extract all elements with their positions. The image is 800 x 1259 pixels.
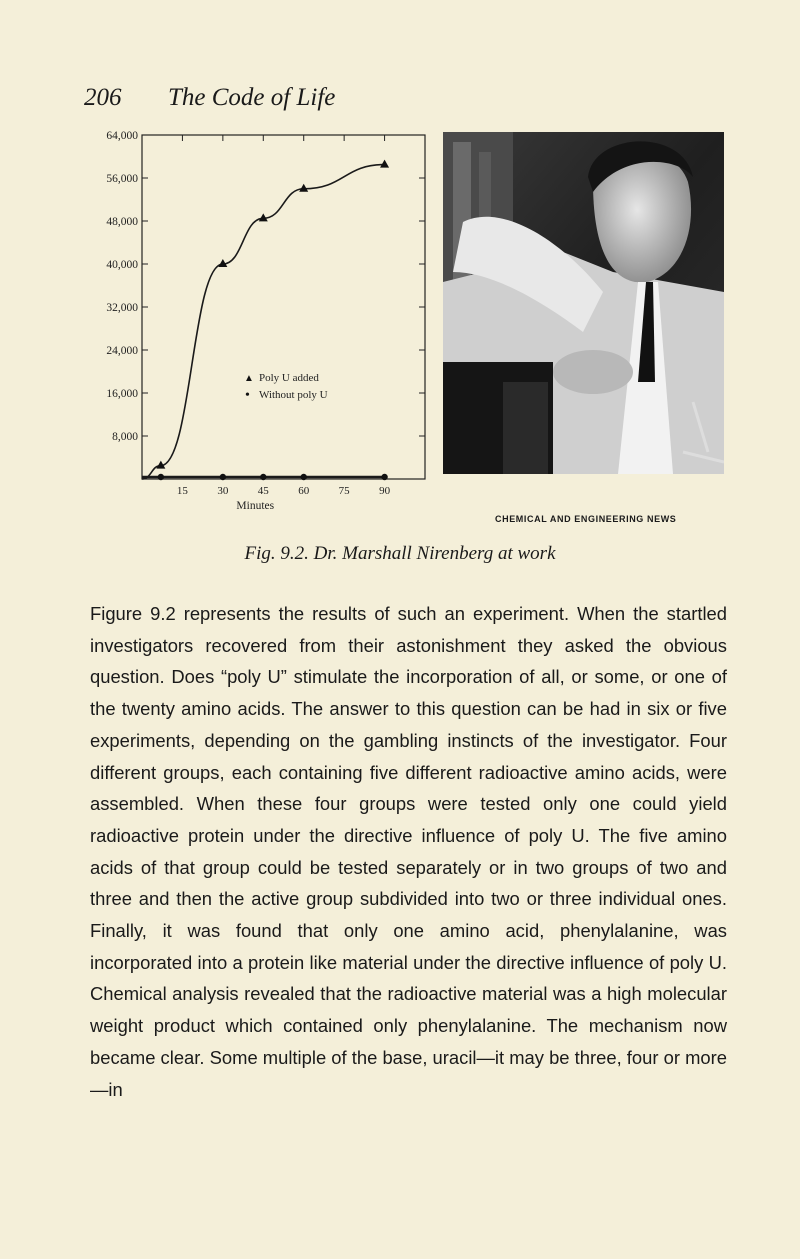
x-tick-label: 30 [217, 485, 229, 497]
figure-caption: Fig. 9.2. Dr. Marshall Nirenberg at work [244, 543, 556, 564]
x-tick-label: 60 [298, 485, 310, 497]
body-paragraph: Figure 9.2 represents the results of such an experiment. When the startled investigators recovered from their astonishment they asked the obvious question. Does “poly U” stimulate the incorporation of all, or some, or one of the twenty amino acids. The answer to this question can be had in six or five experiments, depending on the gambling instincts of the investigator. Four different groups, each containing five different radioactive amino acids, were assembled. When these four groups were tested only one could yield radioactive protein under the directive influence of poly U. The five amino acids of that group could be tested separately or in two groups of two and three and then the active group subdivided into two or three individual ones. Finally, it was found that only one amino acid, phenylalanine, was incorporated into a protein like material under the directive influence of poly U. Chemical analysis revealed that the radioactive material was a high molecular weight product which contained only phenylalanine. The mechanism now became clear. Some multiple of the base, uracil—it may be three, four or more—in [90, 603, 727, 1100]
poly-u-added-line [142, 165, 385, 479]
nirenberg-photo [443, 132, 724, 474]
y-tick-label: 48,000 [106, 216, 138, 228]
y-tick-label: 56,000 [106, 173, 138, 185]
legend-marker-dot: • [245, 388, 250, 403]
x-tick-label: 90 [379, 485, 391, 497]
y-tick-label: 16,000 [106, 388, 138, 400]
photo-illustration [443, 132, 724, 474]
poly-u-added-point [299, 184, 308, 192]
incorporation-chart [62, 128, 432, 523]
without-poly-u-point [260, 474, 266, 480]
photo-credit: CHEMICAL AND ENGINEERING NEWS [495, 514, 677, 524]
legend-label-without-poly-u: Without poly U [259, 389, 328, 401]
x-tick-label: 75 [338, 485, 350, 497]
legend-label-poly-u-added: Poly U added [259, 372, 319, 384]
x-tick-label: 15 [176, 485, 188, 497]
x-tick-label: 45 [257, 485, 269, 497]
figure-chart [62, 128, 432, 523]
without-poly-u-point [381, 474, 387, 480]
legend-marker-triangle: ▲ [244, 373, 254, 384]
without-poly-u-point [220, 474, 226, 480]
without-poly-u-point [158, 474, 164, 480]
y-tick-label: 8,000 [112, 431, 138, 443]
y-tick-label: 32,000 [106, 302, 138, 314]
running-header [84, 84, 335, 112]
y-tick-label: 64,000 [106, 130, 138, 142]
plot-frame [142, 135, 425, 479]
poly-u-added-point [380, 160, 389, 168]
page-number: 206 [84, 84, 122, 111]
running-title: The Code of Life [168, 84, 336, 111]
y-tick-label: 40,000 [106, 259, 138, 271]
without-poly-u-point [301, 474, 307, 480]
y-tick-label: 24,000 [106, 345, 138, 357]
x-axis-label: Minutes [236, 500, 275, 512]
